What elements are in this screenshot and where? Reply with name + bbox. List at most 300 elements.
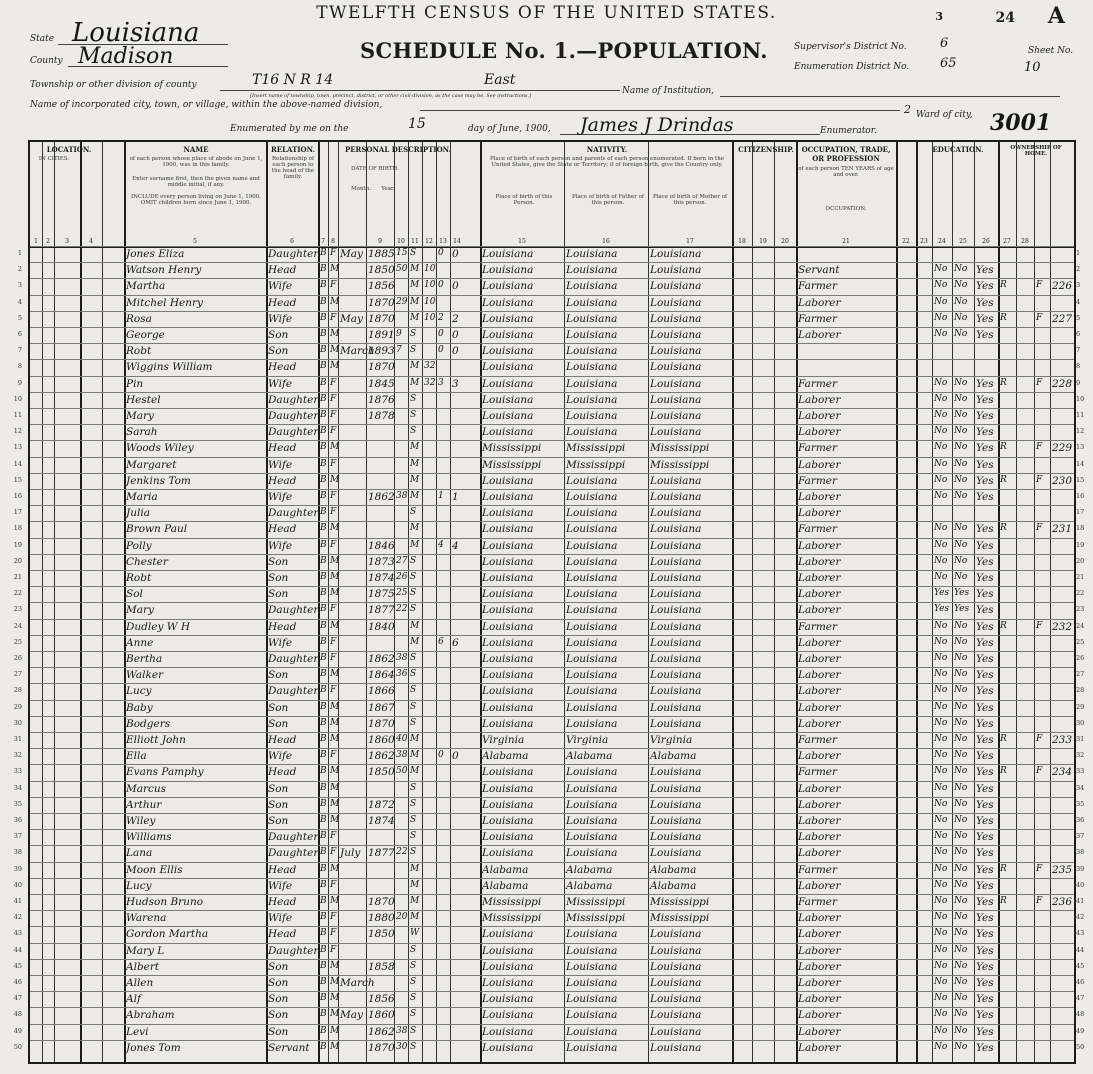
cell-schedule: 232 bbox=[1052, 620, 1073, 633]
row-number-right: 49 bbox=[1076, 1026, 1085, 1035]
cell-sex: F bbox=[330, 879, 337, 890]
cell-mother: Louisiana bbox=[650, 604, 702, 617]
cell-father: Louisiana bbox=[566, 539, 618, 552]
cell-relation: Son bbox=[268, 782, 289, 795]
cell-write: No bbox=[954, 717, 968, 728]
cell-read: No bbox=[934, 442, 948, 453]
cell-english: Yes bbox=[976, 539, 994, 552]
cell-year: 1862 bbox=[368, 653, 395, 665]
cell-age: 7 bbox=[396, 345, 402, 356]
cell-marital: S bbox=[410, 815, 417, 825]
cell-year: 1862 bbox=[368, 1025, 395, 1038]
cell-marital: S bbox=[410, 248, 417, 258]
census-title: TWELFTH CENSUS OF THE UNITED STATES. bbox=[316, 3, 777, 23]
cell-mother: Louisiana bbox=[650, 410, 702, 422]
row-number-left: 24 bbox=[13, 621, 22, 630]
cell-name: Ella bbox=[126, 750, 147, 763]
cell-birth: Louisiana bbox=[482, 815, 534, 827]
cell-color: B bbox=[320, 410, 327, 420]
cell-read: No bbox=[934, 426, 948, 437]
cell-mother: Louisiana bbox=[650, 782, 702, 795]
cell-children-born: 6 bbox=[438, 636, 444, 647]
cell-occupation: Laborer bbox=[798, 669, 841, 682]
cell-marital: M bbox=[410, 442, 420, 453]
cell-marital: M bbox=[410, 377, 420, 388]
row-number-right: 39 bbox=[1076, 864, 1085, 873]
cell-english: Yes bbox=[976, 669, 994, 682]
row-number-right: 8 bbox=[1076, 362, 1081, 371]
cell-relation: Son bbox=[268, 701, 289, 714]
cell-mother: Louisiana bbox=[650, 653, 702, 665]
table-row bbox=[30, 700, 1074, 717]
cell-birth: Louisiana bbox=[482, 523, 534, 536]
cell-write: No bbox=[954, 879, 968, 890]
cell-sex: M bbox=[330, 701, 340, 712]
cell-age: 40 bbox=[396, 734, 408, 744]
sheet-value: 10 bbox=[1024, 60, 1041, 75]
table-row bbox=[30, 829, 1074, 846]
cell-english: Yes bbox=[976, 312, 994, 325]
cell-schedule: 226 bbox=[1052, 280, 1073, 293]
cell-father: Louisiana bbox=[566, 393, 618, 406]
ownership-header: OWNERSHIP OF HOME. bbox=[1010, 145, 1062, 157]
cell-father: Louisiana bbox=[566, 717, 618, 730]
cell-marital: M bbox=[410, 879, 420, 890]
cell-relation: Wife bbox=[268, 491, 293, 503]
row-number-left: 23 bbox=[13, 605, 22, 614]
column-number: 2 bbox=[46, 238, 50, 245]
cell-years-married: 10 bbox=[424, 312, 436, 323]
cell-age: 38 bbox=[396, 1025, 408, 1036]
cell-year: 1864 bbox=[368, 669, 395, 682]
cell-years-married: 10 bbox=[424, 296, 436, 307]
cell-write: No bbox=[954, 928, 968, 939]
cell-marital: S bbox=[410, 653, 417, 663]
cell-schedule: 230 bbox=[1052, 474, 1073, 487]
table-row bbox=[30, 424, 1074, 441]
cell-year: 1885 bbox=[368, 248, 395, 260]
cell-mother: Louisiana bbox=[650, 1025, 702, 1038]
cell-sex: F bbox=[330, 458, 337, 469]
cell-color: B bbox=[320, 312, 327, 323]
cell-occupation: Laborer bbox=[798, 798, 841, 811]
cell-occupation: Laborer bbox=[798, 993, 841, 1006]
cell-birth: Louisiana bbox=[482, 701, 534, 714]
cell-read: No bbox=[934, 847, 948, 858]
table-row bbox=[30, 781, 1074, 798]
cell-mother: Louisiana bbox=[650, 474, 702, 487]
cell-color: B bbox=[320, 248, 327, 258]
cell-sex: M bbox=[330, 863, 340, 874]
personal-header: PERSONAL DESCRIPTION. bbox=[344, 145, 452, 154]
cell-marital: M bbox=[410, 280, 420, 291]
cell-birth: Louisiana bbox=[482, 377, 534, 390]
table-row bbox=[30, 278, 1074, 295]
cell-father: Louisiana bbox=[566, 685, 618, 698]
cell-sex: F bbox=[330, 831, 337, 842]
cell-marital: M bbox=[410, 734, 420, 744]
row-number-right: 9 bbox=[1076, 378, 1081, 387]
cell-sex: M bbox=[330, 766, 340, 777]
cell-occupation: Laborer bbox=[798, 653, 841, 665]
cell-name: Williams bbox=[126, 831, 172, 844]
cell-mother: Louisiana bbox=[650, 960, 702, 973]
cell-relation: Wife bbox=[268, 458, 293, 471]
cell-read: No bbox=[934, 782, 948, 793]
cell-english: Yes bbox=[976, 782, 994, 795]
cell-occupation: Farmer bbox=[798, 896, 838, 908]
cell-mother: Louisiana bbox=[650, 264, 702, 277]
cell-name: Mary bbox=[126, 604, 154, 617]
row-number-left: 1 bbox=[17, 249, 22, 257]
cell-father: Louisiana bbox=[566, 815, 618, 827]
table-row bbox=[30, 343, 1074, 360]
cell-father: Louisiana bbox=[566, 1025, 618, 1038]
occupation-col-header: OCCUPATION. bbox=[825, 206, 867, 212]
township-value-2: East bbox=[484, 72, 516, 88]
row-number-left: 19 bbox=[13, 540, 22, 549]
cell-sex: M bbox=[330, 815, 340, 825]
cell-mother: Louisiana bbox=[650, 977, 702, 989]
cell-write: No bbox=[954, 296, 968, 307]
cell-read: No bbox=[934, 717, 948, 728]
cell-father: Mississippi bbox=[566, 458, 626, 471]
column-number: 19 bbox=[759, 238, 767, 245]
cell-owned: R bbox=[1000, 766, 1007, 777]
cell-color: B bbox=[320, 636, 327, 647]
cell-age: 22 bbox=[396, 604, 408, 615]
row-number-right: 41 bbox=[1076, 897, 1085, 905]
row-number-right: 23 bbox=[1076, 605, 1085, 614]
cell-owned: R bbox=[1000, 896, 1007, 906]
table-row bbox=[30, 732, 1074, 749]
cell-age: 50 bbox=[396, 264, 408, 275]
cell-write: No bbox=[954, 539, 968, 550]
cell-birth: Louisiana bbox=[482, 474, 534, 487]
cell-mother: Louisiana bbox=[650, 572, 702, 584]
cell-english: Yes bbox=[976, 896, 994, 908]
cell-birth: Louisiana bbox=[482, 717, 534, 730]
table-row bbox=[30, 619, 1074, 636]
row-number-left: 4 bbox=[17, 297, 22, 306]
row-number-left: 20 bbox=[13, 556, 22, 565]
cell-birth: Louisiana bbox=[482, 685, 534, 698]
table-row bbox=[30, 376, 1074, 393]
cell-father: Louisiana bbox=[566, 701, 618, 714]
cell-occupation: Laborer bbox=[798, 1041, 841, 1054]
cell-write: No bbox=[954, 815, 968, 825]
row-number-right: 33 bbox=[1076, 767, 1085, 776]
cell-name: Sarah bbox=[126, 426, 158, 439]
cell-relation: Daughter bbox=[268, 248, 319, 260]
cell-occupation: Laborer bbox=[798, 831, 841, 844]
column-number: 17 bbox=[686, 238, 694, 245]
row-number-right: 12 bbox=[1076, 427, 1085, 436]
cell-schedule: 234 bbox=[1052, 766, 1073, 779]
cell-birth: Alabama bbox=[482, 863, 529, 876]
cell-father: Louisiana bbox=[566, 329, 618, 341]
cell-mother: Louisiana bbox=[650, 345, 702, 358]
cell-marital: S bbox=[410, 426, 417, 437]
cell-relation: Son bbox=[268, 993, 289, 1006]
cell-sex: M bbox=[330, 572, 340, 582]
cell-color: B bbox=[320, 912, 327, 923]
cell-children-living: 4 bbox=[452, 539, 459, 552]
cell-birth: Louisiana bbox=[482, 1025, 534, 1038]
cell-sex: F bbox=[330, 248, 337, 258]
cell-birth: Louisiana bbox=[482, 491, 534, 503]
cell-children-living: 0 bbox=[452, 248, 459, 260]
cell-birth: Louisiana bbox=[482, 296, 534, 309]
cell-read: No bbox=[934, 620, 948, 631]
cell-father: Louisiana bbox=[566, 588, 618, 601]
cell-sex: F bbox=[330, 539, 337, 550]
cell-english: Yes bbox=[976, 572, 994, 584]
cell-father: Louisiana bbox=[566, 507, 618, 520]
cell-year: 1840 bbox=[368, 620, 395, 633]
page-stamp: 3 bbox=[935, 10, 943, 23]
row-number-left: 45 bbox=[13, 961, 22, 970]
cell-marital: S bbox=[410, 977, 417, 987]
cell-marital: S bbox=[410, 993, 417, 1004]
cell-mother: Louisiana bbox=[650, 701, 702, 714]
cell-name: Brown Paul bbox=[126, 523, 188, 536]
column-number: 23 bbox=[920, 238, 928, 245]
cell-father: Louisiana bbox=[566, 993, 618, 1006]
cell-color: B bbox=[320, 458, 327, 469]
cell-write: No bbox=[954, 620, 968, 631]
cell-write: No bbox=[954, 458, 968, 469]
cell-color: B bbox=[320, 329, 327, 339]
cell-year: 1870 bbox=[368, 361, 395, 374]
cell-birth: Louisiana bbox=[482, 977, 534, 989]
row-number-left: 17 bbox=[13, 508, 22, 517]
row-number-right: 20 bbox=[1076, 556, 1085, 565]
cell-color: B bbox=[320, 960, 327, 971]
cell-age: 36 bbox=[396, 669, 408, 680]
cell-marital: S bbox=[410, 782, 417, 793]
cell-sex: M bbox=[330, 798, 340, 809]
column-number: 20 bbox=[781, 238, 789, 245]
cell-sex: F bbox=[330, 426, 337, 437]
column-number: 5 bbox=[193, 238, 197, 245]
cell-name: Lana bbox=[126, 847, 153, 860]
cell-mother: Louisiana bbox=[650, 669, 702, 682]
cell-color: B bbox=[320, 539, 327, 550]
cell-marital: W bbox=[410, 928, 420, 939]
sheet-label: Sheet No. bbox=[1028, 46, 1074, 56]
column-number: 22 bbox=[902, 238, 910, 245]
cell-marital: M bbox=[410, 539, 420, 550]
cell-mother: Alabama bbox=[650, 863, 697, 876]
row-number-right: 34 bbox=[1076, 783, 1085, 792]
cell-relation: Son bbox=[268, 329, 289, 341]
cell-month: March bbox=[340, 345, 375, 358]
cell-english: Yes bbox=[976, 1009, 994, 1022]
cell-occupation: Farmer bbox=[798, 312, 838, 325]
birth-mother-header: Place of birth of Mother of this person. bbox=[652, 194, 728, 206]
cell-occupation: Farmer bbox=[798, 377, 838, 390]
cell-birth: Louisiana bbox=[482, 766, 534, 779]
cell-english: Yes bbox=[976, 879, 994, 892]
column-number: 8 bbox=[331, 238, 335, 245]
cell-marital: S bbox=[410, 572, 417, 582]
column-number: 28 bbox=[1021, 238, 1029, 245]
table-row bbox=[30, 845, 1074, 862]
cell-birth: Louisiana bbox=[482, 393, 534, 406]
cell-relation: Head bbox=[268, 523, 297, 536]
cell-relation: Daughter bbox=[268, 847, 319, 860]
cell-occupation: Farmer bbox=[798, 863, 838, 876]
cell-relation: Servant bbox=[268, 1041, 310, 1054]
cell-marital: M bbox=[410, 896, 420, 906]
row-number-right: 18 bbox=[1076, 524, 1085, 533]
occupation-subheader: of each person TEN YEARS of age and over. bbox=[798, 166, 894, 178]
cell-mother: Mississippi bbox=[650, 442, 710, 455]
cell-english: Yes bbox=[976, 766, 994, 779]
cell-marital: M bbox=[410, 296, 420, 307]
table-row bbox=[30, 489, 1074, 506]
cell-month: March bbox=[340, 977, 375, 989]
cell-occupation: Laborer bbox=[798, 750, 841, 763]
citizenship-header: CITIZENSHIP. bbox=[738, 145, 794, 154]
cell-occupation: Laborer bbox=[798, 507, 841, 520]
row-number-right: 7 bbox=[1076, 346, 1081, 355]
cell-name: Jenkins Tom bbox=[126, 474, 191, 487]
cell-mother: Louisiana bbox=[650, 944, 702, 957]
cell-children-born: 0 bbox=[438, 248, 444, 258]
row-number-left: 46 bbox=[13, 978, 22, 986]
table-row bbox=[30, 926, 1074, 943]
cell-read: No bbox=[934, 831, 948, 842]
cell-relation: Wife bbox=[268, 377, 293, 390]
cell-father: Mississippi bbox=[566, 442, 626, 455]
cell-mother: Louisiana bbox=[650, 588, 702, 601]
row-number-left: 48 bbox=[13, 1010, 22, 1019]
cell-father: Louisiana bbox=[566, 377, 618, 390]
cell-name: Evans Pamphy bbox=[126, 766, 204, 779]
table-row bbox=[30, 635, 1074, 652]
cell-relation: Head bbox=[268, 863, 297, 876]
cell-read: No bbox=[934, 1009, 948, 1020]
cell-father: Louisiana bbox=[566, 523, 618, 536]
cell-children-born: 0 bbox=[438, 750, 444, 761]
cell-read: No bbox=[934, 944, 948, 955]
column-number: 3 bbox=[65, 238, 69, 245]
cell-birth: Louisiana bbox=[482, 264, 534, 277]
row-number-left: 41 bbox=[13, 897, 22, 905]
table-row bbox=[30, 440, 1074, 457]
table-row bbox=[30, 1007, 1074, 1024]
cell-year: 1862 bbox=[368, 750, 395, 763]
cell-father: Alabama bbox=[566, 879, 613, 892]
cell-name: Bertha bbox=[126, 653, 163, 665]
table-row bbox=[30, 667, 1074, 684]
cell-mother: Louisiana bbox=[650, 620, 702, 633]
row-number-left: 16 bbox=[13, 492, 22, 500]
cell-year: 1846 bbox=[368, 539, 395, 552]
cell-color: B bbox=[320, 1041, 327, 1052]
cell-age: 27 bbox=[396, 555, 408, 566]
cell-marital: M bbox=[410, 264, 420, 275]
cell-birth: Louisiana bbox=[482, 361, 534, 374]
cell-color: B bbox=[320, 588, 327, 599]
cell-occupation: Laborer bbox=[798, 782, 841, 795]
cell-month: May bbox=[340, 248, 363, 260]
cell-year: 1870 bbox=[368, 1041, 395, 1054]
cell-age: 20 bbox=[396, 912, 408, 923]
column-number: 6 bbox=[290, 238, 294, 245]
cell-marital: S bbox=[410, 604, 417, 615]
cell-name: Robt bbox=[126, 572, 152, 584]
page-letter: A bbox=[1047, 3, 1065, 29]
cell-year: 1856 bbox=[368, 280, 395, 293]
cell-write: No bbox=[954, 750, 968, 761]
cell-sex: M bbox=[330, 734, 340, 744]
cell-occupation: Laborer bbox=[798, 491, 841, 503]
cell-sex: F bbox=[330, 507, 337, 518]
cell-birth: Louisiana bbox=[482, 312, 534, 325]
cell-write: No bbox=[954, 636, 968, 647]
row-number-right: 24 bbox=[1076, 621, 1085, 630]
dob-header: DATE OF BIRTH. bbox=[350, 166, 400, 172]
cell-relation: Son bbox=[268, 717, 289, 730]
cell-sex: M bbox=[330, 474, 340, 485]
cell-father: Louisiana bbox=[566, 491, 618, 503]
cell-father: Louisiana bbox=[566, 766, 618, 779]
cell-english: Yes bbox=[976, 977, 994, 989]
cell-farm: F bbox=[1036, 377, 1043, 388]
cell-sex: M bbox=[330, 717, 340, 728]
row-number-left: 18 bbox=[13, 524, 22, 533]
cell-color: B bbox=[320, 863, 327, 874]
cell-name: Marcus bbox=[126, 782, 167, 795]
enumerated-label: Enumerated by me on the bbox=[230, 124, 349, 134]
table-row bbox=[30, 748, 1074, 765]
cell-marital: M bbox=[410, 912, 420, 923]
cell-year: 1862 bbox=[368, 491, 395, 503]
cell-year: 1874 bbox=[368, 572, 395, 584]
cell-year: 1872 bbox=[368, 798, 395, 811]
cell-english: Yes bbox=[976, 912, 994, 925]
state-value: Louisiana bbox=[72, 18, 200, 48]
table-row bbox=[30, 1024, 1074, 1041]
cell-years-married: 10 bbox=[424, 264, 436, 275]
cell-english: Yes bbox=[976, 410, 994, 422]
cell-read: No bbox=[934, 474, 948, 485]
cell-name: Margaret bbox=[126, 458, 177, 471]
row-number-right: 11 bbox=[1076, 411, 1085, 419]
cell-color: B bbox=[320, 426, 327, 437]
row-number-left: 13 bbox=[13, 443, 22, 452]
cell-mother: Louisiana bbox=[650, 377, 702, 390]
cell-write: No bbox=[954, 572, 968, 582]
cell-write: No bbox=[954, 474, 968, 485]
township-note: [Insert name of township, town, precinct, district, or other civil division, as the case may be. See instructions.] bbox=[250, 93, 532, 99]
table-row bbox=[30, 521, 1074, 538]
cell-month: May bbox=[340, 1009, 363, 1022]
cell-father: Louisiana bbox=[566, 345, 618, 358]
row-number-right: 1 bbox=[1076, 249, 1081, 257]
cell-relation: Head bbox=[268, 620, 297, 633]
cell-name: Pin bbox=[126, 377, 144, 390]
cell-father: Louisiana bbox=[566, 831, 618, 844]
cell-sex: F bbox=[330, 928, 337, 939]
cell-read: No bbox=[934, 912, 948, 923]
cell-father: Mississippi bbox=[566, 912, 626, 925]
row-number-left: 15 bbox=[13, 475, 22, 484]
cell-birth: Louisiana bbox=[482, 572, 534, 584]
